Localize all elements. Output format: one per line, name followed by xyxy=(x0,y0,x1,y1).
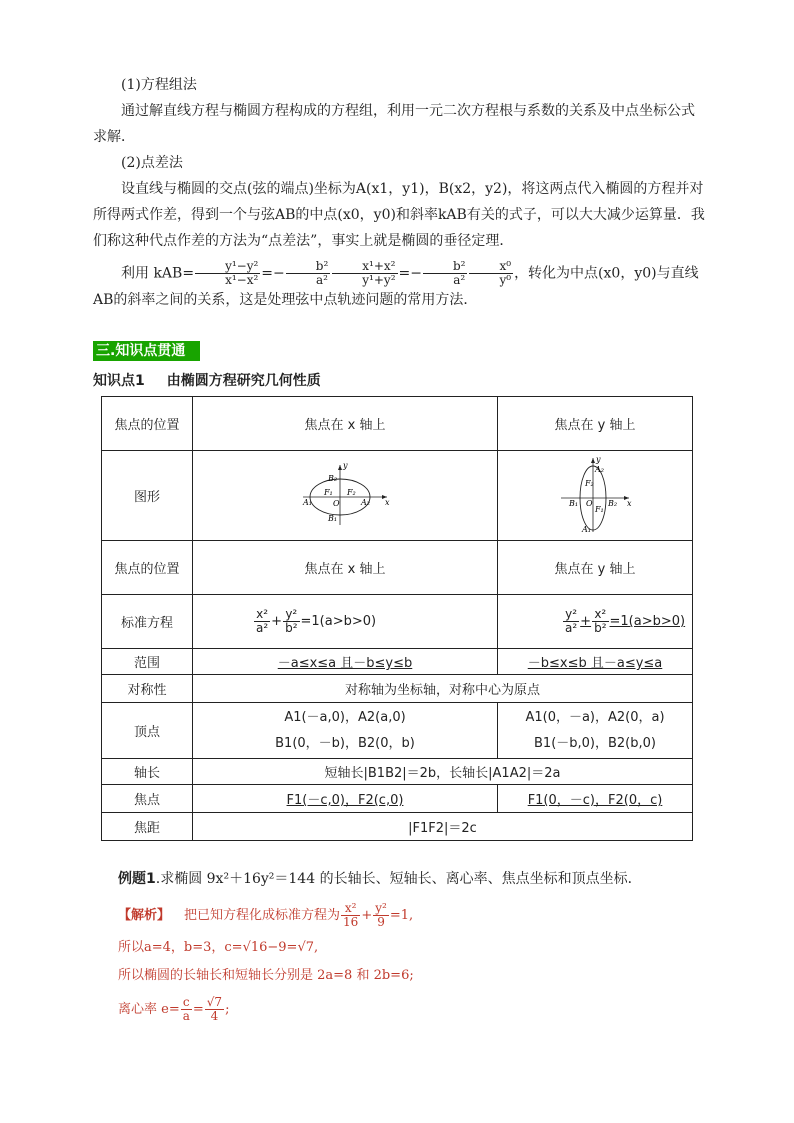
solution-line-1: 【解析】 把已知方程化成标准方程为 $\frac{\text{x²}}{16}$ + $\frac{\text{y²}}{9}$ =1, xyxy=(118,901,414,929)
horizontal-ellipse-figure xyxy=(295,459,395,529)
cell-y-axis-2: 焦点在 y 轴上 xyxy=(498,541,693,595)
formula-paragraph: 利用 kAB= $\frac{\text{y¹−y²}}{\text{x¹−x²}}$ =− $\frac{\text{b²}}{\text{a²}}$ $\frac{\text{x¹+x²}}{\text{y¹+y²}}$ =− $\frac{\text{b²}}{\text{a²}}$ $\frac{\text{x⁰}}{\text{y⁰}}$ ，转化为中点(x0，y0)与直线AB的斜率之间的关系，这是处理弦中点轨迹问题的常用方法． xyxy=(93,259,699,308)
svg-text:B₂: B₂ xyxy=(328,473,338,483)
formula-frac4: $\frac{\text{b²}}{\text{a²}}$ xyxy=(423,260,468,287)
cell-x-axis: 焦点在 x 轴上 xyxy=(193,397,498,451)
cell-y-axis: 焦点在 y 轴上 xyxy=(498,397,693,451)
solution-line-2: 所以a=4，b=3，c=√16−9=√7, xyxy=(118,940,319,955)
svg-text:x: x xyxy=(627,498,632,508)
formula-frac3: $\frac{\text{x¹+x²}}{\text{y¹+y²}}$ xyxy=(332,260,397,287)
svg-text:B₁: B₁ xyxy=(328,513,338,523)
solution-line-3: 所以椭圆的长轴长和短轴长分别是 2a=8 和 2b=6; xyxy=(118,968,414,983)
example-text: .求椭圆 9x²＋16y²＝144 的长轴长、短轴长、离心率、焦点坐标和顶点坐标． xyxy=(155,871,642,887)
formula-frac5: $\frac{\text{x⁰}}{\text{y⁰}}$ xyxy=(469,260,513,287)
range-y: －b≤x≤b 且－a≤y≤a xyxy=(498,649,693,675)
ellipse-properties-table xyxy=(101,396,693,841)
vertex-y: A1(0，－a)，A2(0，a) B1(－b,0)，B2(b,0) xyxy=(498,703,693,759)
knowledge-point-text: 由椭圆方程研究几何性质 xyxy=(166,373,321,389)
axis-value: 短轴长|B1B2|＝2b，长轴长|A1A2|＝2a xyxy=(193,759,693,785)
row-header-symmetry: 对称性 xyxy=(102,675,193,703)
method2-body: 设直线与椭圆的交点(弦的端点)坐标为A(x1，y1)，B(x2，y2)，将这两点代入椭圆的方程并对所得两式作差，得到一个与弦AB的中点(x0，y0)和斜率kAB有关的式子，可以大大减少运算量．我们称这种代点作差的方法为“点差法”，事实上就是椭圆的垂径定理． xyxy=(93,181,705,249)
solution-line-4: 离心率 e= $\frac{c}{a}$ = $\frac{√7}{4}$ ; xyxy=(118,995,230,1023)
svg-text:A₁: A₁ xyxy=(303,497,312,507)
row-header-vertex: 顶点 xyxy=(102,703,193,759)
formula-prefix: 利用 kAB= xyxy=(121,265,195,282)
svg-text:F₂: F₂ xyxy=(585,478,594,488)
table-row xyxy=(102,595,693,649)
table-row xyxy=(102,541,693,595)
svg-text:F₁: F₁ xyxy=(595,504,604,514)
svg-text:O: O xyxy=(333,498,340,508)
row-header-range: 范围 xyxy=(102,649,193,675)
standard-eq-y: $\frac{\text{y²}}{\text{a²}}$ + $\frac{\text{x²}}{\text{b²}}$ =1(a>b>0) xyxy=(498,595,693,649)
method1-title: (1)方程组法 xyxy=(121,77,197,93)
table-row xyxy=(102,675,693,703)
svg-text:B₁: B₁ xyxy=(569,498,579,508)
formula-frac2: $\frac{\text{b²}}{\text{a²}}$ xyxy=(286,260,331,287)
row-header-position-2: 焦点的位置 xyxy=(102,541,193,595)
svg-text:F₁: F₁ xyxy=(324,487,333,497)
svg-text:B₂: B₂ xyxy=(608,498,618,508)
solution-tag: 【解析】 xyxy=(118,908,171,923)
row-header-standard: 标准方程 xyxy=(102,595,193,649)
focus-y: F1(0，－c)，F2(0，c) xyxy=(498,785,693,813)
table-row xyxy=(102,813,693,841)
row-header-position: 焦点的位置 xyxy=(102,397,193,451)
method2-title: (2)点差法 xyxy=(121,155,183,171)
table-row xyxy=(102,759,693,785)
range-x: －a≤x≤a 且－b≤y≤b xyxy=(193,649,498,675)
cell-x-axis-2: 焦点在 x 轴上 xyxy=(193,541,498,595)
row-header-axis: 轴长 xyxy=(102,759,193,785)
table-row xyxy=(102,451,693,541)
svg-text:y: y xyxy=(343,460,348,470)
focal-value: |F1F2|＝2c xyxy=(193,813,693,841)
standard-eq-x: $\frac{\text{x²}}{\text{a²}}$ + $\frac{\text{y²}}{\text{b²}}$ =1(a>b>0) xyxy=(193,595,498,649)
vertical-ellipse-figure xyxy=(555,454,635,534)
formula-frac1: $\frac{\text{y¹−y²}}{\text{x¹−x²}}$ xyxy=(195,260,260,287)
method1-body: 通过解直线方程与椭圆方程构成的方程组，利用一元二次方程根与系数的关系及中点坐标公式求解． xyxy=(93,103,695,145)
svg-text:F₂: F₂ xyxy=(347,487,356,497)
svg-text:A₁: A₁ xyxy=(582,524,591,534)
svg-text:y: y xyxy=(596,454,601,464)
example-label: 例题1 xyxy=(118,871,156,887)
row-header-focal: 焦距 xyxy=(102,813,193,841)
knowledge-point-title xyxy=(93,370,343,390)
formula-suffix: ，转化为中点(x0，y0)与直线AB的斜率之间的关系，这是处理弦中点轨迹问题的常用方法． xyxy=(93,265,699,308)
row-header-focus: 焦点 xyxy=(102,785,193,813)
row-header-figure: 图形 xyxy=(102,451,193,541)
figure-y-ellipse xyxy=(498,451,693,541)
table-row xyxy=(102,649,693,675)
table-row xyxy=(102,703,693,759)
vertex-x: A1(－a,0)，A2(a,0) B1(0，－b)，B2(0，b) xyxy=(193,703,498,759)
method-section xyxy=(93,72,705,313)
svg-text:A₂: A₂ xyxy=(361,497,370,507)
svg-text:x: x xyxy=(385,497,390,507)
example-1 xyxy=(118,868,642,888)
knowledge-point-label: 知识点1 xyxy=(93,373,145,389)
symmetry-value: 对称轴为坐标轴，对称中心为原点 xyxy=(193,675,693,703)
figure-x-ellipse xyxy=(193,451,498,541)
section-title: 三.知识点贯通 xyxy=(93,341,200,361)
table-row xyxy=(102,785,693,813)
svg-text:O: O xyxy=(586,498,593,508)
svg-text:A₂: A₂ xyxy=(595,464,604,474)
table-row xyxy=(102,397,693,451)
focus-x: F1(－c,0)，F2(c,0) xyxy=(193,785,498,813)
